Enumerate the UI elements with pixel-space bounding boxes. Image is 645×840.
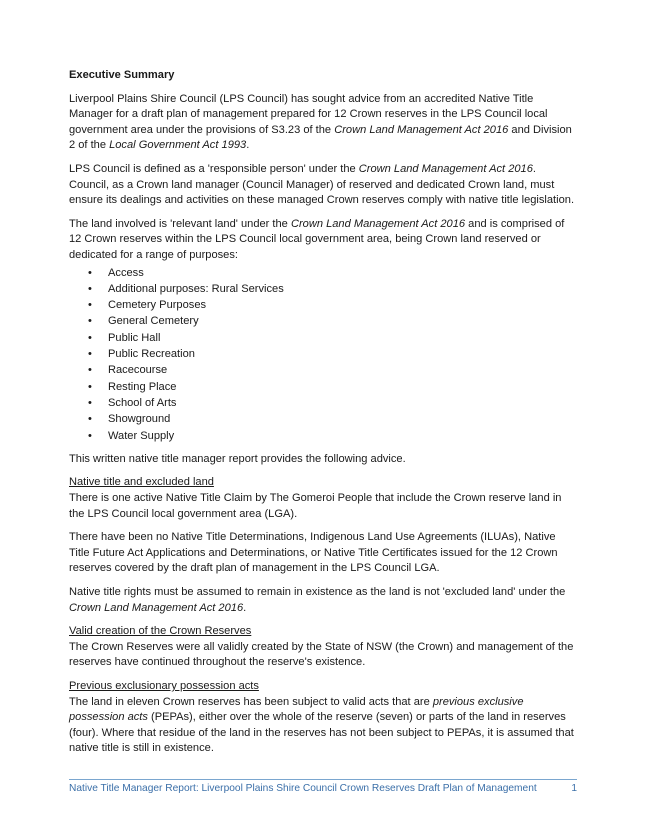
paragraph-intro <box>69 92 577 154</box>
act-name: Local Government Act 1993 <box>109 139 247 152</box>
list-item-text: Showground <box>108 413 171 426</box>
act-name: Crown Land Management Act 2016 <box>69 601 244 614</box>
text-run: The land involved is 'relevant land' under the <box>69 217 291 230</box>
paragraph-valid-creation: The Crown Reserves were all validly created by the State of NSW (the Crown) and management of the reserves have continued throughout the reserve's existence. <box>69 640 574 669</box>
act-name: Crown Land Management Act 2016 <box>358 162 533 175</box>
text-run: LPS Council is defined as a 'responsible person' under the <box>69 162 359 175</box>
list-item <box>69 362 577 378</box>
bullet-icon: • <box>88 364 92 377</box>
list-item <box>69 265 577 281</box>
bullet-icon: • <box>88 299 92 312</box>
paragraph-pepa <box>69 695 577 757</box>
bullet-icon: • <box>88 429 92 442</box>
paragraph-claim: There is one active Native Title Claim by The Gomeroi People that include the Crown reserve land in the LPS Council local government area (LGA). <box>69 491 562 520</box>
list-item-text: Resting Place <box>108 380 177 393</box>
list-item-text: Water Supply <box>108 429 175 442</box>
text-run: Native title rights must be assumed to remain in existence as the land is not 'excluded land' under the <box>69 585 566 598</box>
list-item <box>69 297 577 313</box>
list-item <box>69 281 577 297</box>
act-name: Crown Land Management Act 2016 <box>290 217 466 230</box>
list-item <box>69 411 577 427</box>
bullet-icon: • <box>88 348 92 361</box>
list-item-text: Public Hall <box>108 331 161 344</box>
act-name: Crown Land Management Act 2016 <box>334 123 509 136</box>
section-heading-valid-creation: Valid creation of the Crown Reserves <box>69 625 252 638</box>
paragraph-responsible-person <box>69 162 577 209</box>
text-run: (PEPAs), either over the whole of the reserve (seven) or parts of the land in reserves (four). Where that residue of the land in the reserves has not been subject to PEPAs, it is assumed that native title is still in existence. <box>69 711 574 755</box>
page-footer <box>69 779 577 794</box>
list-item <box>69 395 577 411</box>
defined-term: previous exclusive possession acts <box>69 695 524 724</box>
list-item-text: Public Recreation <box>108 348 195 361</box>
paragraph-determinations: There have been no Native Title Determinations, Indigenous Land Use Agreements (ILUAs), Native Title Future Act Applications and Determinations, or Native Title Certificates issued for the 12 Crown reserves covered by the draft plan of management in the LPS Council LGA. <box>69 531 558 575</box>
bullet-icon: • <box>88 331 92 344</box>
bullet-icon: • <box>88 315 92 328</box>
document-body <box>69 68 577 765</box>
text-run: . <box>243 601 247 614</box>
purposes-list <box>69 265 577 444</box>
page-number: 1 <box>571 783 577 794</box>
page-title: Executive Summary <box>69 69 175 81</box>
text-run: Liverpool Plains Shire Council (LPS Council) has sought advice from an accredited Native Title Manager for a draft plan of management prepared for 12 Crown reserves in the LPS Council local government area under the provisions of S3.23 of the <box>69 92 548 136</box>
paragraph-advice: This written native title manager report provides the following advice. <box>69 452 406 465</box>
text-run: and Division 2 of the <box>69 123 572 152</box>
bullet-icon: • <box>88 413 92 426</box>
text-run: . <box>246 139 250 152</box>
list-item <box>69 313 577 329</box>
list-item-text: General Cemetery <box>108 315 199 328</box>
footer-title: Native Title Manager Report: Liverpool Plains Shire Council Crown Reserves Draft Plan of Management <box>69 783 537 794</box>
list-item <box>69 428 577 444</box>
section-heading-native-title: Native title and excluded land <box>69 476 214 489</box>
text-run: The land in eleven Crown reserves has been subject to valid acts that are <box>69 695 433 708</box>
list-item-text: Access <box>108 266 144 279</box>
bullet-icon: • <box>88 380 92 393</box>
list-item <box>69 379 577 395</box>
bullet-icon: • <box>88 396 92 409</box>
text-run: . Council, as a Crown land manager (Council Manager) of reserved and dedicated Crown land, must ensure its dealings and activities on these managed Crown reserves comply with native title legislation. <box>69 162 575 207</box>
bullet-icon: • <box>88 282 92 295</box>
bullet-icon: • <box>88 266 92 279</box>
list-item <box>69 330 577 346</box>
text-run: and is comprised of 12 Crown reserves within the LPS Council local government area, being Crown land reserved or dedicated for a range of purposes: <box>69 217 565 261</box>
section-heading-pepa: Previous exclusionary possession acts <box>69 679 259 692</box>
paragraph-excluded-land <box>69 585 577 616</box>
list-item-text: Racecourse <box>108 364 168 377</box>
list-item-text: Cemetery Purposes <box>108 299 207 312</box>
list-item-text: Additional purposes: Rural Services <box>108 282 284 295</box>
paragraph-relevant-land <box>69 217 577 264</box>
list-item <box>69 346 577 362</box>
list-item-text: School of Arts <box>108 396 177 409</box>
